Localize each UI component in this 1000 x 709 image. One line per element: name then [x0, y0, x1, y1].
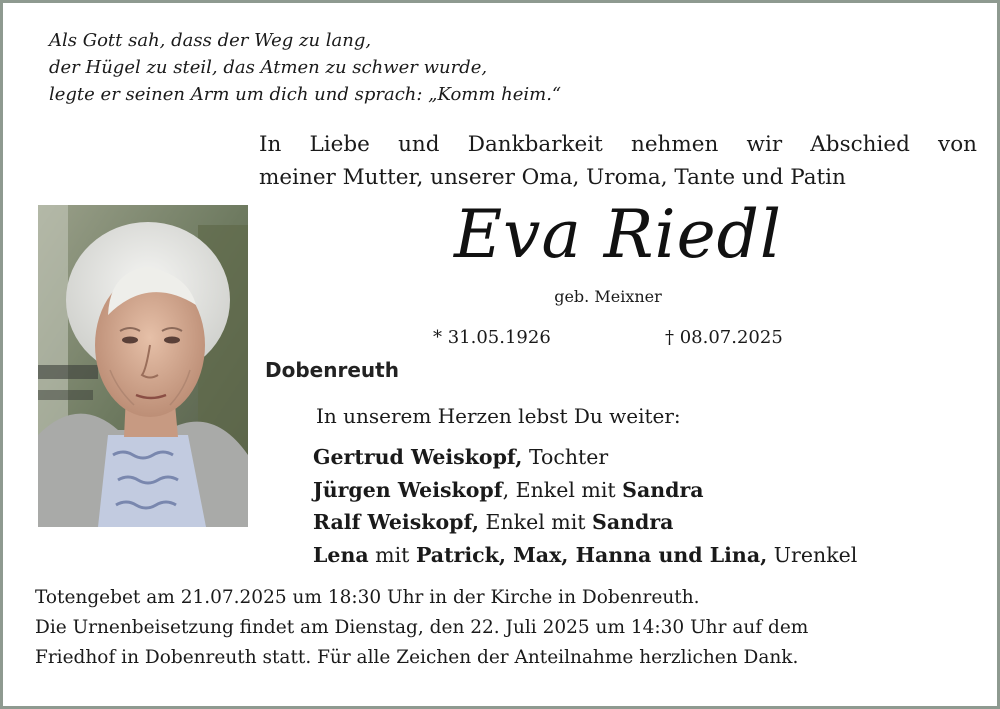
mourner-entry — [313, 441, 857, 474]
mourner-relation: Enkel mit — [478, 510, 593, 534]
mourner-name: Jürgen Weiskopf — [313, 477, 503, 502]
mourner-name: Lena — [313, 542, 369, 567]
heart-line: In unserem Herzen lebst Du weiter: — [316, 404, 681, 428]
home-place: Dobenreuth — [265, 358, 399, 382]
mourner-relation: mit — [368, 542, 416, 567]
poem-line: der Hügel zu steil, das Atmen zu schwer wurde, — [49, 57, 488, 78]
intro-line: meiner Mutter, unserer Oma, Uroma, Tante und Patin — [259, 165, 846, 190]
mourner-name: Ralf Weiskopf, — [313, 510, 479, 534]
mourners-list — [313, 441, 857, 571]
mourner-relation: Tochter — [522, 445, 609, 469]
details-line: Friedhof in Dobenreuth statt. Für alle Zeichen der Anteilnahme herzlichen Dank. — [35, 647, 799, 668]
birth-name: geb. Meixner — [554, 287, 662, 306]
details-line: Die Urnenbeisetzung findet am Dienstag, den 22. Juli 2025 um 14:30 Uhr auf dem — [35, 617, 809, 638]
poem — [49, 27, 561, 108]
death-date: † 08.07.2025 — [665, 327, 783, 348]
mourner-entry — [313, 539, 857, 572]
poem-line: Als Gott sah, dass der Weg zu lang, — [49, 30, 372, 51]
details-line: Totengebet am 21.07.2025 um 18:30 Uhr in der Kirche in Dobenreuth. — [35, 587, 700, 608]
intro-line: In Liebe und Dankbarkeit nehmen wir Abschied von — [259, 132, 977, 157]
portrait-image — [38, 205, 248, 527]
funeral-details — [35, 583, 985, 673]
mourner-partner: Patrick, Max, Hanna und Lina, — [415, 542, 768, 567]
poem-line: legte er seinen Arm um dich und sprach: „Komm heim.“ — [49, 84, 562, 105]
birth-date: * 31.05.1926 — [433, 327, 551, 348]
mourner-relation: , Enkel mit — [502, 477, 623, 502]
mourner-name: Gertrud Weiskopf, — [313, 445, 523, 469]
deceased-name: Eva Riedl — [453, 196, 782, 273]
mourner-entry — [313, 506, 857, 539]
mourner-partner: Sandra — [592, 510, 674, 534]
intro-text — [259, 128, 977, 194]
portrait-photo — [38, 205, 248, 527]
mourner-partner: Sandra — [622, 477, 704, 502]
mourner-entry — [313, 474, 857, 507]
mourner-suffix: Urenkel — [767, 542, 858, 567]
